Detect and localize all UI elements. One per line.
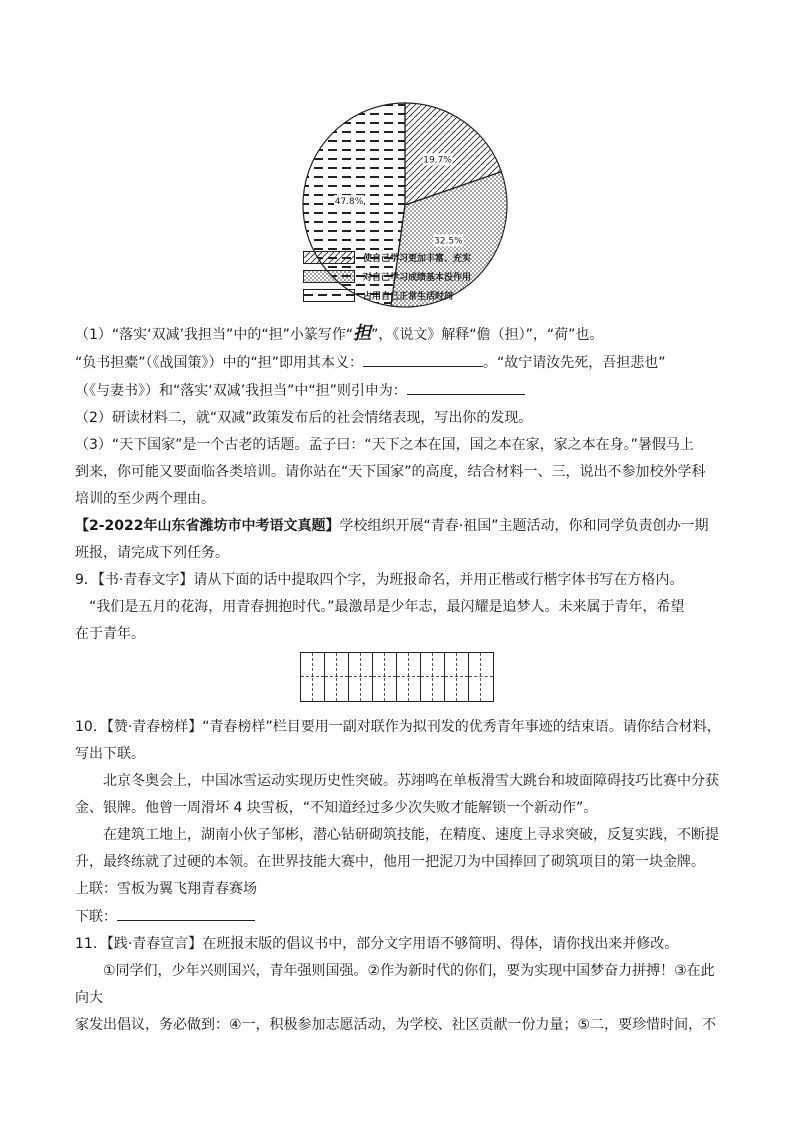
text: “负书担橐”（《战国策》）中的“担”即用其本义： [75, 355, 364, 371]
question-9-quote: 在于青年。 [75, 626, 145, 642]
legend-item [303, 267, 471, 286]
proposal-text: ①同学们，少年兴则国兴，青年强则国强。②作为新时代的你们，要为实现中国梦奋力拼搏！③在此向大 [75, 963, 715, 1006]
grid-cell[interactable] [373, 653, 397, 701]
writing-grid[interactable] [300, 652, 494, 702]
text: （《与妻书》）和“落实‘双减’我担当”中“担”则引申为： [75, 383, 407, 399]
grid-cell[interactable] [349, 653, 373, 701]
text: 下联： [75, 909, 117, 925]
grid-cell[interactable] [397, 653, 421, 701]
material-paragraph: 金、银牌。他曾一周滑坏 4 块雪板，“不知道经过多少次失败才能解锁一个新动作”。 [75, 800, 598, 816]
material-paragraph: 在建筑工地上，湖南小伙子邹彬，潜心钻研砌筑技能，在精度、速度上寻求突破，反复实践，不断提 [103, 827, 719, 843]
grid-cell[interactable] [301, 653, 325, 701]
pie-data-label: 19.7% [423, 155, 452, 166]
question-10: 10．【赞·青春榜样】“青春榜样”栏目要用一副对联作为拟刊发的优秀青年事迹的结束语。请你结合材料， [75, 719, 721, 735]
chart-legend [303, 248, 471, 305]
question-3-line: 到来，你可能又要面临各类培训。请你站在“天下国家”的高度，结合材料一、三，说出不参加校外学科 [75, 464, 706, 480]
legend-label: 对自己学习成绩基本没作用 [363, 273, 472, 283]
legend-swatch-diagonal [303, 251, 355, 264]
source-tag: 【2-2022年山东省潍坊市中考语文真题】 [75, 518, 340, 534]
text: ”，《说文》解释“儋（担）”，“荷”也。 [371, 327, 604, 343]
text: （1）“落实‘双减’我担当”中的“担”小篆写作“ [75, 327, 354, 343]
legend-item [303, 286, 471, 305]
material-paragraph: 北京冬奥会上，中国冰雪运动实现历史性突破。苏翊鸣在单板滑雪大跳台和坡面障碍技巧比赛中分获 [103, 773, 719, 789]
upper-couplet: 上联：雪板为翼飞翔青春赛场 [75, 881, 257, 897]
answer-blank[interactable] [407, 377, 525, 395]
section-intro-line: 班报，请完成下列任务。 [75, 545, 229, 561]
question-3-line: 培训的至少两个理由。 [75, 491, 215, 507]
legend-label: 使自己学习更加丰富、充实 [363, 254, 472, 264]
document-body [75, 320, 725, 1039]
section-intro [75, 513, 725, 540]
legend-swatch-dots [303, 270, 355, 283]
grid-cell[interactable] [421, 653, 445, 701]
question-1-line [75, 377, 725, 405]
grid-cell[interactable] [445, 653, 469, 701]
question-2: （2）研读材料二，就“双减”政策发布后的社会情绪表现，写出你的发现。 [75, 410, 533, 426]
text: 学校组织开展“青春·祖国”主题活动，你和同学负责创办一期 [339, 518, 709, 534]
legend-label: 占用自己正常生活时间 [363, 292, 454, 302]
question-1-line [75, 349, 725, 377]
question-11: 11．【践·青春宣言】在班报末版的倡议书中，部分文字用语不够简明、得体，请你找出来并修改。 [75, 936, 679, 952]
proposal-text: 家发出倡议，务必做到：④一，积极参加志愿活动，为学校、社区贡献一份力量；⑤二，要珍惜时间，不 [75, 1017, 717, 1033]
legend-swatch-dashes [303, 289, 355, 302]
question-9: 9．【书·青春文字】请从下面的话中提取四个字，为班报命名，并用正楷或行楷字体书写在方格内。 [75, 572, 684, 588]
writing-grid-row [75, 648, 725, 714]
question-10: 写出下联。 [75, 746, 145, 762]
text: 。“故宁请汝先死，吾担悲也” [483, 355, 666, 371]
grid-cell[interactable] [325, 653, 349, 701]
answer-blank[interactable] [117, 903, 255, 921]
question-1-line [75, 320, 725, 349]
answer-blank[interactable] [363, 349, 483, 367]
seal-script-glyph: 担 [353, 323, 372, 344]
question-9-quote: “我们是五月的花海，用青春拥抱时代。”最激昂是少年志，最闪耀是追梦人。未来属于青年，希望 [89, 599, 685, 615]
pie-data-label: 47.8% [334, 197, 364, 208]
pie-data-label: 32.5% [434, 236, 463, 247]
grid-cell[interactable] [469, 653, 493, 701]
legend-item [303, 248, 471, 267]
lower-couplet [75, 903, 725, 931]
question-3-line: （3）“天下国家”是一个古老的话题。孟子曰：“天下之本在国，国之本在家，家之本在身。”暑假马上 [75, 437, 694, 453]
material-paragraph: 升，最终练就了过硬的本领。在世界技能大赛中，他用一把泥刀为中国捧回了砌筑项目的第一块金牌。 [75, 854, 705, 870]
